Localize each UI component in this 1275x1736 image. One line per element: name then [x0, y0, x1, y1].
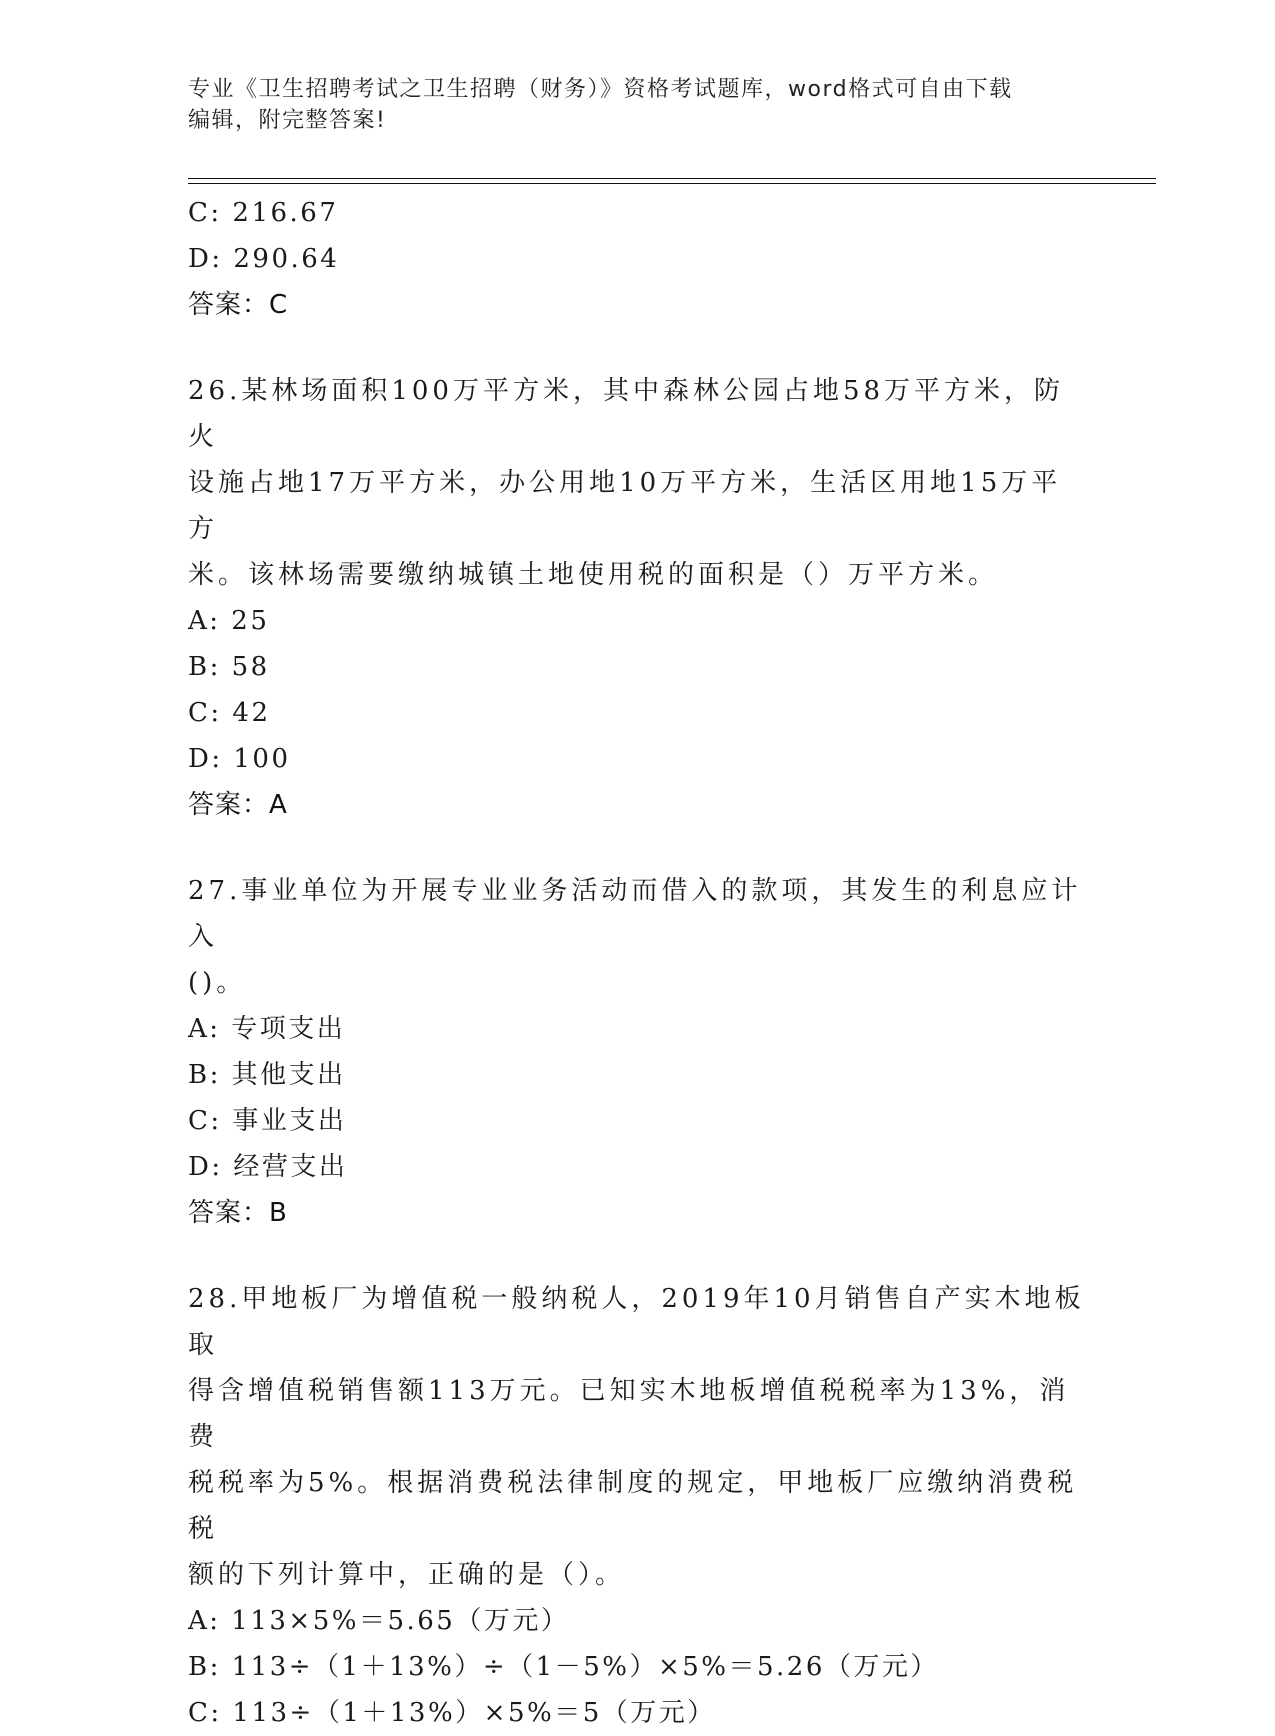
option-a: A: 25 — [188, 606, 270, 636]
question-text-line: 米。该林场需要缴纳城镇土地使用税的面积是（）万平方米。 — [188, 560, 999, 590]
option-b: B: 58 — [188, 652, 270, 682]
document-header — [188, 74, 1088, 136]
option-a: A: 专项支出 — [188, 1014, 346, 1044]
option-c: C: 事业支出 — [188, 1106, 347, 1136]
question-text-line: 得含增值税销售额113万元。已知实木地板增值税税率为13%，消费 — [188, 1376, 1070, 1452]
header-divider-top — [188, 178, 1156, 179]
question-27 — [188, 868, 1088, 1236]
spacer — [188, 1236, 1088, 1276]
header-line-2: 编辑，附完整答案! — [188, 108, 387, 133]
question-text-line: 27.事业单位为开展专业业务活动而借入的款项，其发生的利息应计入 — [188, 876, 1082, 952]
prev-question — [188, 190, 1088, 328]
option-d: D: 290.64 — [188, 244, 340, 274]
option-b: B: 113÷（1＋13%）÷（1－5%）×5%＝5.26（万元） — [188, 1652, 939, 1682]
option-d: D: 经营支出 — [188, 1152, 348, 1182]
spacer — [188, 828, 1088, 868]
question-text-line: 额的下列计算中，正确的是（）。 — [188, 1560, 626, 1590]
option-d: D: 100 — [188, 744, 291, 774]
question-text-line: 设施占地17万平方米，办公用地10万平方米，生活区用地15万平方 — [188, 468, 1062, 544]
answer-label: 答案：C — [188, 290, 289, 320]
question-text-line: ()。 — [188, 968, 247, 998]
option-a: A: 113×5%＝5.65（万元） — [188, 1606, 570, 1636]
option-b: B: 其他支出 — [188, 1060, 346, 1090]
question-list — [188, 190, 1088, 1736]
question-28 — [188, 1276, 1088, 1736]
answer-label: 答案：B — [188, 1198, 288, 1228]
question-text-line: 28.甲地板厂为增值税一般纳税人，2019年10月销售自产实木地板取 — [188, 1284, 1085, 1360]
question-text — [188, 368, 1088, 598]
option-c: C: 113÷（1＋13%）×5%＝5（万元） — [188, 1698, 716, 1728]
question-26 — [188, 368, 1088, 828]
question-text-line: 26.某林场面积100万平方米，其中森林公园占地58万平方米，防火 — [188, 376, 1065, 452]
answer-label: 答案：A — [188, 790, 288, 820]
option-c: C: 216.67 — [188, 198, 339, 228]
option-c: C: 42 — [188, 698, 271, 728]
question-text — [188, 868, 1088, 1006]
header-divider-bottom — [188, 183, 1156, 184]
header-line-1: 专业《卫生招聘考试之卫生招聘（财务）》资格考试题库，word格式可自由下载 — [188, 77, 1013, 102]
question-text-line: 税税率为5%。根据消费税法律制度的规定，甲地板厂应缴纳消费税税 — [188, 1468, 1078, 1544]
question-text — [188, 1276, 1088, 1598]
spacer — [188, 328, 1088, 368]
